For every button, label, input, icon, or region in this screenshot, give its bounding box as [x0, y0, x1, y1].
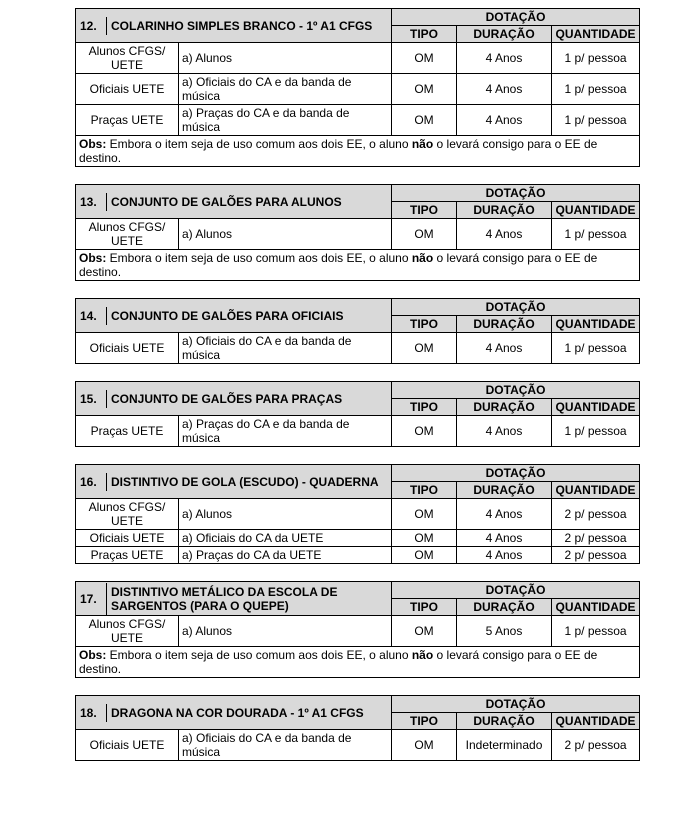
item-number: 18. — [80, 705, 97, 720]
obs-row — [76, 136, 640, 167]
item-title-cell — [76, 382, 392, 416]
tipo-cell: OM — [392, 530, 457, 547]
obs-text: Embora o item seja de uso comum aos dois EE, o aluno — [106, 137, 412, 151]
dotacao-header: DOTAÇÃO — [392, 582, 640, 599]
table-row — [76, 547, 640, 564]
quantidade-cell: 2 p/ pessoa — [552, 499, 640, 530]
obs-note — [76, 647, 640, 678]
item-number: 13. — [80, 194, 97, 209]
description-cell: a) Oficiais do CA da UETE — [179, 530, 392, 547]
recipient-cell: Oficiais UETE — [76, 730, 179, 761]
item-title: CONJUNTO DE GALÕES PARA ALUNOS — [106, 193, 391, 211]
obs-row — [76, 647, 640, 678]
dotacao-header: DOTAÇÃO — [392, 382, 640, 399]
obs-label: Obs: — [79, 648, 107, 662]
recipient-cell: Praças UETE — [76, 416, 179, 447]
item-title: DISTINTIVO DE GOLA (ESCUDO) - QUADERNA — [106, 473, 391, 491]
recipient-cell: Praças UETE — [76, 547, 179, 564]
quantidade-cell: 2 p/ pessoa — [552, 730, 640, 761]
table-row — [76, 530, 640, 547]
item-title-cell — [76, 465, 392, 499]
recipient-cell: Praças UETE — [76, 105, 179, 136]
description-cell: a) Oficiais do CA e da banda de música — [179, 333, 392, 364]
duracao-cell: 4 Anos — [457, 105, 552, 136]
quantidade-cell: 1 p/ pessoa — [552, 43, 640, 74]
duracao-cell: Indeterminado — [457, 730, 552, 761]
quantidade-cell: 1 p/ pessoa — [552, 333, 640, 364]
item-title-cell — [76, 696, 392, 730]
duracao-cell: 5 Anos — [457, 616, 552, 647]
item-table — [75, 464, 640, 564]
quantidade-cell: 2 p/ pessoa — [552, 547, 640, 564]
item-number: 16. — [80, 474, 97, 489]
table-row — [76, 730, 640, 761]
description-cell: a) Alunos — [179, 219, 392, 250]
quantidade-header: QUANTIDADE — [552, 202, 640, 219]
dotacao-header: DOTAÇÃO — [392, 696, 640, 713]
table-row — [76, 74, 640, 105]
item-table — [75, 8, 640, 167]
obs-emphasis: não — [411, 648, 434, 662]
quantidade-header: QUANTIDADE — [552, 26, 640, 43]
tipo-cell: OM — [392, 74, 457, 105]
tipo-cell: OM — [392, 43, 457, 74]
table-row — [76, 219, 640, 250]
item-title: DISTINTIVO METÁLICO DA ESCOLA DE SARGENTOS (PARA O QUEPE) — [106, 583, 391, 615]
recipient-cell: Oficiais UETE — [76, 333, 179, 364]
quantidade-header: QUANTIDADE — [552, 399, 640, 416]
description-cell: a) Praças do CA e da banda de música — [179, 416, 392, 447]
item-table — [75, 381, 640, 447]
obs-emphasis: não — [411, 137, 434, 151]
obs-text: Embora o item seja de uso comum aos dois EE, o aluno — [106, 648, 412, 662]
recipient-cell: Alunos CFGS/ UETE — [76, 499, 179, 530]
description-cell: a) Praças do CA da UETE — [179, 547, 392, 564]
item-number: 12. — [80, 18, 97, 33]
quantidade-header: QUANTIDADE — [552, 482, 640, 499]
quantidade-cell: 2 p/ pessoa — [552, 530, 640, 547]
tipo-header: TIPO — [392, 482, 457, 499]
duracao-cell: 4 Anos — [457, 416, 552, 447]
duracao-cell: 4 Anos — [457, 499, 552, 530]
table-row — [76, 499, 640, 530]
dotacao-header: DOTAÇÃO — [392, 465, 640, 482]
table-row — [76, 333, 640, 364]
duracao-header: DURAÇÃO — [457, 26, 552, 43]
obs-text: o levará consigo para o EE de destino. — [79, 251, 598, 279]
tipo-header: TIPO — [392, 599, 457, 616]
item-number: 17. — [80, 591, 97, 606]
tipo-header: TIPO — [392, 316, 457, 333]
dotacao-header: DOTAÇÃO — [392, 299, 640, 316]
recipient-cell: Oficiais UETE — [76, 530, 179, 547]
item-title: CONJUNTO DE GALÕES PARA PRAÇAS — [106, 390, 391, 408]
obs-text: o levará consigo para o EE de destino. — [79, 137, 598, 165]
tipo-header: TIPO — [392, 399, 457, 416]
tipo-cell: OM — [392, 105, 457, 136]
item-title-cell — [76, 185, 392, 219]
item-title-cell — [76, 582, 392, 616]
quantidade-header: QUANTIDADE — [552, 713, 640, 730]
description-cell: a) Oficiais do CA e da banda de música — [179, 730, 392, 761]
description-cell: a) Oficiais do CA e da banda de música — [179, 74, 392, 105]
obs-label: Obs: — [79, 251, 107, 265]
item-table — [75, 695, 640, 761]
tipo-cell: OM — [392, 416, 457, 447]
tipo-cell: OM — [392, 499, 457, 530]
duracao-header: DURAÇÃO — [457, 202, 552, 219]
duracao-header: DURAÇÃO — [457, 316, 552, 333]
dotacao-header: DOTAÇÃO — [392, 185, 640, 202]
quantidade-cell: 1 p/ pessoa — [552, 416, 640, 447]
table-row — [76, 105, 640, 136]
item-title-cell — [76, 299, 392, 333]
item-number: 15. — [80, 391, 97, 406]
recipient-cell: Alunos CFGS/ UETE — [76, 616, 179, 647]
item-table — [75, 184, 640, 281]
obs-text: Embora o item seja de uso comum aos dois EE, o aluno — [106, 251, 412, 265]
recipient-cell: Alunos CFGS/ UETE — [76, 43, 179, 74]
quantidade-header: QUANTIDADE — [552, 599, 640, 616]
item-title: COLARINHO SIMPLES BRANCO - 1º A1 CFGS — [106, 17, 391, 35]
item-number: 14. — [80, 308, 97, 323]
tipo-header: TIPO — [392, 202, 457, 219]
document-page — [75, 8, 639, 778]
item-title: CONJUNTO DE GALÕES PARA OFICIAIS — [106, 307, 391, 325]
tipo-cell: OM — [392, 219, 457, 250]
description-cell: a) Alunos — [179, 616, 392, 647]
duracao-cell: 4 Anos — [457, 333, 552, 364]
quantidade-header: QUANTIDADE — [552, 316, 640, 333]
item-title-cell — [76, 9, 392, 43]
obs-emphasis: não — [411, 251, 434, 265]
dotacao-header: DOTAÇÃO — [392, 9, 640, 26]
tipo-header: TIPO — [392, 26, 457, 43]
duracao-header: DURAÇÃO — [457, 713, 552, 730]
recipient-cell: Oficiais UETE — [76, 74, 179, 105]
quantidade-cell: 1 p/ pessoa — [552, 74, 640, 105]
tipo-cell: OM — [392, 547, 457, 564]
tipo-cell: OM — [392, 616, 457, 647]
obs-row — [76, 250, 640, 281]
table-row — [76, 616, 640, 647]
item-table — [75, 581, 640, 678]
duracao-cell: 4 Anos — [457, 547, 552, 564]
quantidade-cell: 1 p/ pessoa — [552, 219, 640, 250]
table-row — [76, 416, 640, 447]
table-row — [76, 43, 640, 74]
recipient-cell: Alunos CFGS/ UETE — [76, 219, 179, 250]
duracao-cell: 4 Anos — [457, 74, 552, 105]
obs-label: Obs: — [79, 137, 107, 151]
description-cell: a) Praças do CA e da banda de música — [179, 105, 392, 136]
item-title: DRAGONA NA COR DOURADA - 1º A1 CFGS — [106, 704, 391, 722]
quantidade-cell: 1 p/ pessoa — [552, 105, 640, 136]
tipo-header: TIPO — [392, 713, 457, 730]
tipo-cell: OM — [392, 333, 457, 364]
tipo-cell: OM — [392, 730, 457, 761]
description-cell: a) Alunos — [179, 43, 392, 74]
duracao-cell: 4 Anos — [457, 43, 552, 74]
obs-text: o levará consigo para o EE de destino. — [79, 648, 598, 676]
duracao-header: DURAÇÃO — [457, 482, 552, 499]
duracao-cell: 4 Anos — [457, 219, 552, 250]
obs-note — [76, 136, 640, 167]
duracao-header: DURAÇÃO — [457, 599, 552, 616]
item-table — [75, 298, 640, 364]
quantidade-cell: 1 p/ pessoa — [552, 616, 640, 647]
duracao-header: DURAÇÃO — [457, 399, 552, 416]
description-cell: a) Alunos — [179, 499, 392, 530]
obs-note — [76, 250, 640, 281]
duracao-cell: 4 Anos — [457, 530, 552, 547]
